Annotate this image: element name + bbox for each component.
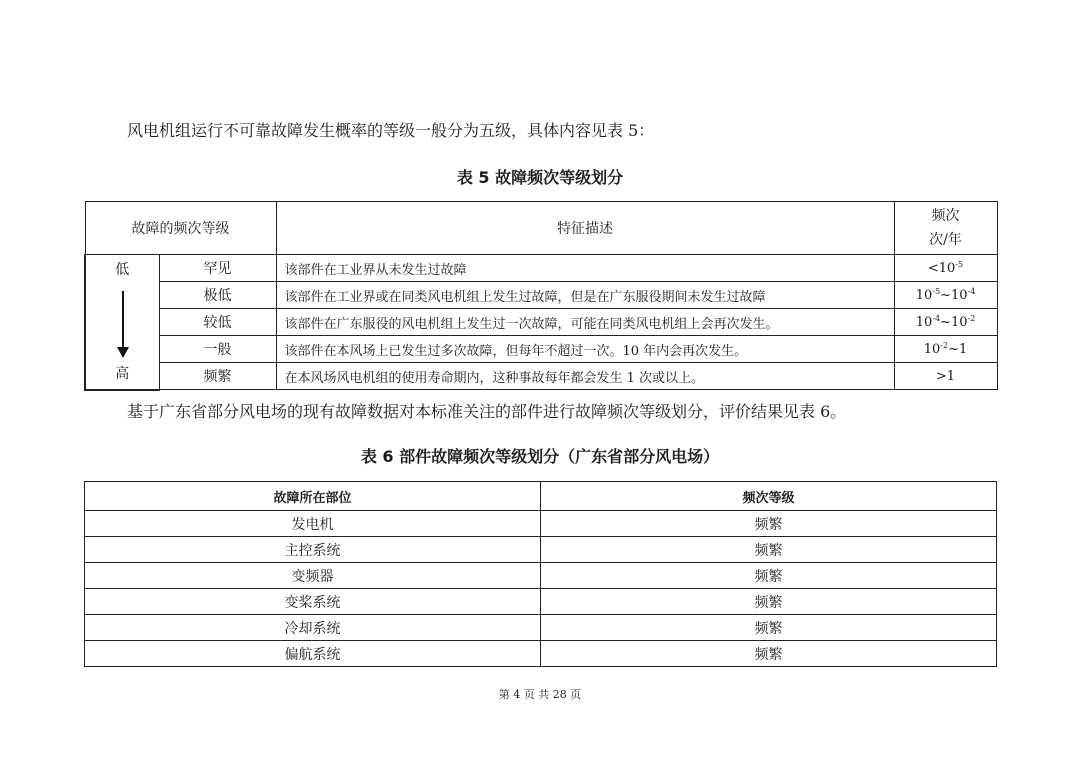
level-name: 较低 <box>159 309 276 336</box>
table-row <box>85 641 997 667</box>
part-level: 频繁 <box>541 589 997 615</box>
table-row <box>85 537 997 563</box>
part-name: 冷却系统 <box>85 615 541 641</box>
level-frequency: >1 <box>894 363 997 390</box>
level-description: 该部件在广东服役的风电机组上发生过一次故障，可能在同类风电机组上会再次发生。 <box>276 309 894 336</box>
part-name: 变频器 <box>85 563 541 589</box>
component-frequency-table <box>84 481 997 667</box>
down-arrow-icon <box>122 291 124 349</box>
level-arrow-column <box>85 255 159 390</box>
part-level: 频繁 <box>541 615 997 641</box>
level-name: 频繁 <box>159 363 276 390</box>
intro-paragraph: 风电机组运行不可靠故障发生概率的等级一般分为五级，具体内容见表 5： <box>127 121 655 140</box>
header-level: 故障的频次等级 <box>85 202 276 255</box>
arrow-head-icon <box>117 347 129 358</box>
table6-caption: 表 6 部件故障频次等级划分（广东省部分风电场） <box>360 447 720 466</box>
header-description: 特征描述 <box>276 202 894 255</box>
level-description: 该部件在工业界或在同类风电机组上发生过故障，但是在广东服役期间未发生过故障 <box>276 282 894 309</box>
table-row <box>85 563 997 589</box>
table-row <box>85 336 997 363</box>
table5-caption: 表 5 故障频次等级划分 <box>456 168 624 187</box>
high-label: 高 <box>115 365 130 382</box>
part-name: 偏航系统 <box>85 641 541 667</box>
level-frequency: $10^{-2}\sim 1$ <box>894 336 997 363</box>
part-name: 发电机 <box>85 511 541 537</box>
part-level: 频繁 <box>541 537 997 563</box>
part-name: 变桨系统 <box>85 589 541 615</box>
level-description: 该部件在本风场上已发生过多次故障，但每年不超过一次。10 年内会再次发生。 <box>276 336 894 363</box>
table-row <box>85 255 997 282</box>
level-frequency: $<10^{-5}$ <box>894 255 997 282</box>
level-name: 一般 <box>159 336 276 363</box>
header-frequency <box>894 202 997 255</box>
low-label: 低 <box>115 262 130 278</box>
table-row <box>85 615 997 641</box>
part-level: 频繁 <box>541 511 997 537</box>
results-paragraph: 基于广东省部分风电场的现有故障数据对本标准关注的部件进行故障频次等级划分，评价结果见表 6。 <box>127 402 847 421</box>
table-row <box>85 363 997 390</box>
part-level: 频繁 <box>541 641 997 667</box>
table-row <box>85 589 997 615</box>
level-frequency: $10^{-5}\sim 10^{-4}$ <box>894 282 997 309</box>
table-row <box>85 511 997 537</box>
fault-frequency-table <box>84 201 998 391</box>
table6-header-row <box>85 482 997 511</box>
table-row <box>85 282 997 309</box>
level-name: 罕见 <box>159 255 276 282</box>
page-number: 第 4 页 共 28 页 <box>498 688 582 701</box>
table5-header-row <box>85 202 997 255</box>
header-frequency-level: 频次等级 <box>541 482 997 511</box>
header-frequency-line1: 频次 <box>931 208 960 224</box>
part-name: 主控系统 <box>85 537 541 563</box>
part-level: 频繁 <box>541 563 997 589</box>
level-name: 极低 <box>159 282 276 309</box>
header-part: 故障所在部位 <box>85 482 541 511</box>
level-description: 该部件在工业界从未发生过故障 <box>276 255 894 282</box>
table-row <box>85 309 997 336</box>
level-description: 在本风场风电机组的使用寿命期内，这种事故每年都会发生 1 次或以上。 <box>276 363 894 390</box>
header-frequency-line2: 次/年 <box>929 232 962 248</box>
level-frequency: $10^{-4}\sim 10^{-2}$ <box>894 309 997 336</box>
